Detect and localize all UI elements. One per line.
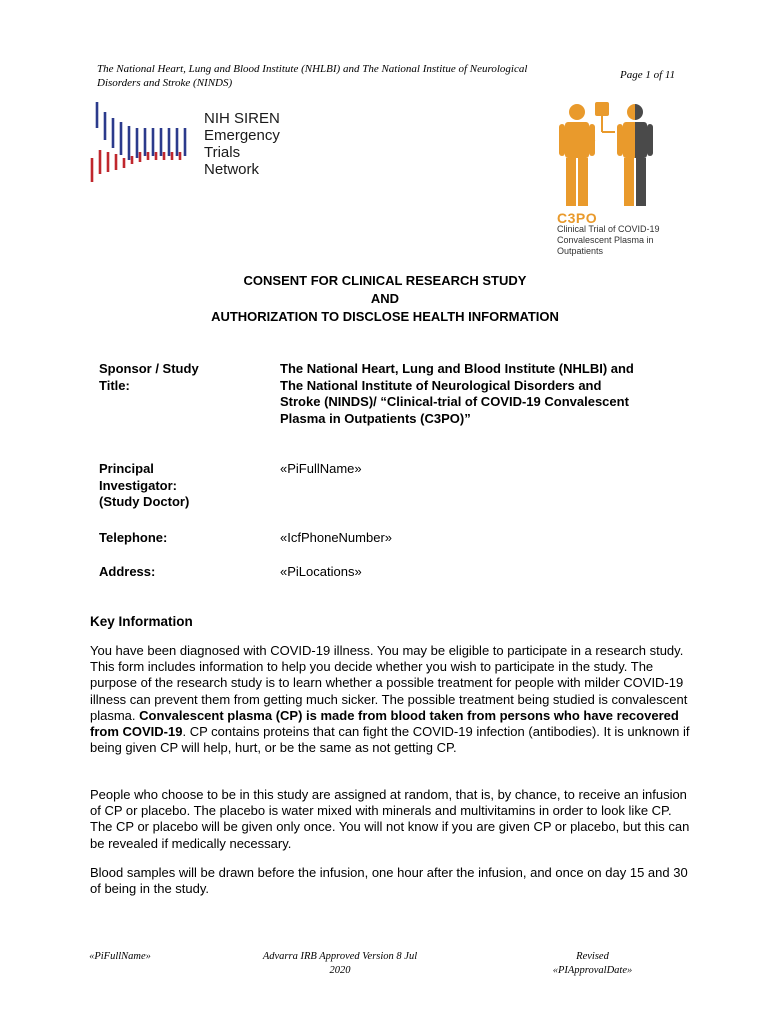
footer-irb-approval [240, 950, 440, 978]
address-value: «PiLocations» [280, 564, 362, 579]
pi-label-line-3: (Study Doctor) [99, 494, 190, 509]
pi-label [99, 461, 189, 511]
pi-value: «PiFullName» [280, 461, 362, 476]
sponsor-label-line-2: Title: [99, 377, 130, 393]
key-info-paragraph-2: People who choose to be in this study are assigned at random, that is, by chance, to receive an infusion of CP or placebo. The placebo is water mixed with minerals and multivitamins in order to look like CP. The CP or placebo will be given only once. You will not know if you are given CP or placebo, but this can be revealed if medically necessary. [90, 787, 690, 851]
footer-irb-line-1: Advarra IRB Approved Version 8 Jul [262, 951, 418, 962]
c3po-logo-title: C3PO [557, 210, 598, 226]
key-info-paragraph-3: Blood samples will be drawn before the infusion, one hour after the infusion, and once on day 15 and 30 of being in the study. [90, 865, 688, 897]
nih-logo-line-4: Network [204, 161, 260, 178]
nih-logo-line-2: Emergency [204, 127, 280, 144]
page-number: Page 1 of 11 [620, 69, 676, 81]
document-title [0, 272, 770, 326]
key-info-p1-end: . CP contains proteins that can fight the COVID-19 infection (antibodies). It is unknown if being given CP will help, hurt, or be the same as not getting CP. [90, 724, 690, 756]
telephone-value: «IcfPhoneNumber» [280, 530, 393, 545]
telephone-label: Telephone: [99, 530, 168, 545]
nih-siren-logo-text [204, 110, 280, 178]
address-label: Address: [99, 564, 156, 579]
title-line-3: AUTHORIZATION TO DISCLOSE HEALTH INFORMATION [211, 309, 559, 324]
title-line-1: CONSENT FOR CLINICAL RESEARCH STUDY [243, 273, 527, 288]
sponsor-label-line-1: Sponsor / Study [99, 361, 199, 376]
key-info-paragraph-1 [90, 643, 690, 756]
c3po-logo-subtitle: Clinical Trial of COVID-19 Convalescent Plasma in Outpatients [557, 224, 660, 256]
header-study-text: The National Heart, Lung and Blood Institute (NHLBI) and The National Institue of Neurological Disorders and Stroke (NINDS) [97, 63, 528, 89]
key-information-heading: Key Information [90, 614, 193, 629]
footer-pi-name: «PiFullName» [89, 951, 151, 962]
sponsor-label [99, 361, 199, 394]
nih-logo-line-3: Trials [204, 144, 241, 161]
footer-revised-line-1: Revised [576, 951, 609, 962]
pi-label-line-2: Investigator: [99, 477, 178, 493]
c3po-figures-icon [555, 100, 665, 210]
sponsor-value: The National Heart, Lung and Blood Institute (NHLBI) and The National Institute of Neurological Disorders and Stroke (NINDS)/ “Clinical-trial of COVID-19 Convalescent Plasma in Outpatients (C3PO)” [280, 361, 634, 426]
footer-revised [500, 950, 685, 978]
pi-label-line-1: Principal [99, 461, 154, 476]
title-line-2: AND [370, 291, 400, 306]
footer-revised-line-2: «PIApprovalDate» [552, 965, 633, 976]
nih-logo-line-1: NIH SIREN [204, 110, 280, 127]
key-info-p1-bold: Convalescent plasma (CP) is made from blood taken from persons who have recovered from COVID-19 [90, 707, 679, 740]
footer-irb-line-2: 2020 [329, 965, 351, 976]
key-info-p1-start: You have been diagnosed with COVID-19 illness. You may be eligible to participate in a research study. This form includes information to help you decide whether you wish to participate in the study. The purpose of the research study is to learn whether a possible treatment for people with milder COVID-19 illness can prevent them from getting much sicker. The possible treatment being studied is convalescent plasma. [90, 643, 688, 723]
